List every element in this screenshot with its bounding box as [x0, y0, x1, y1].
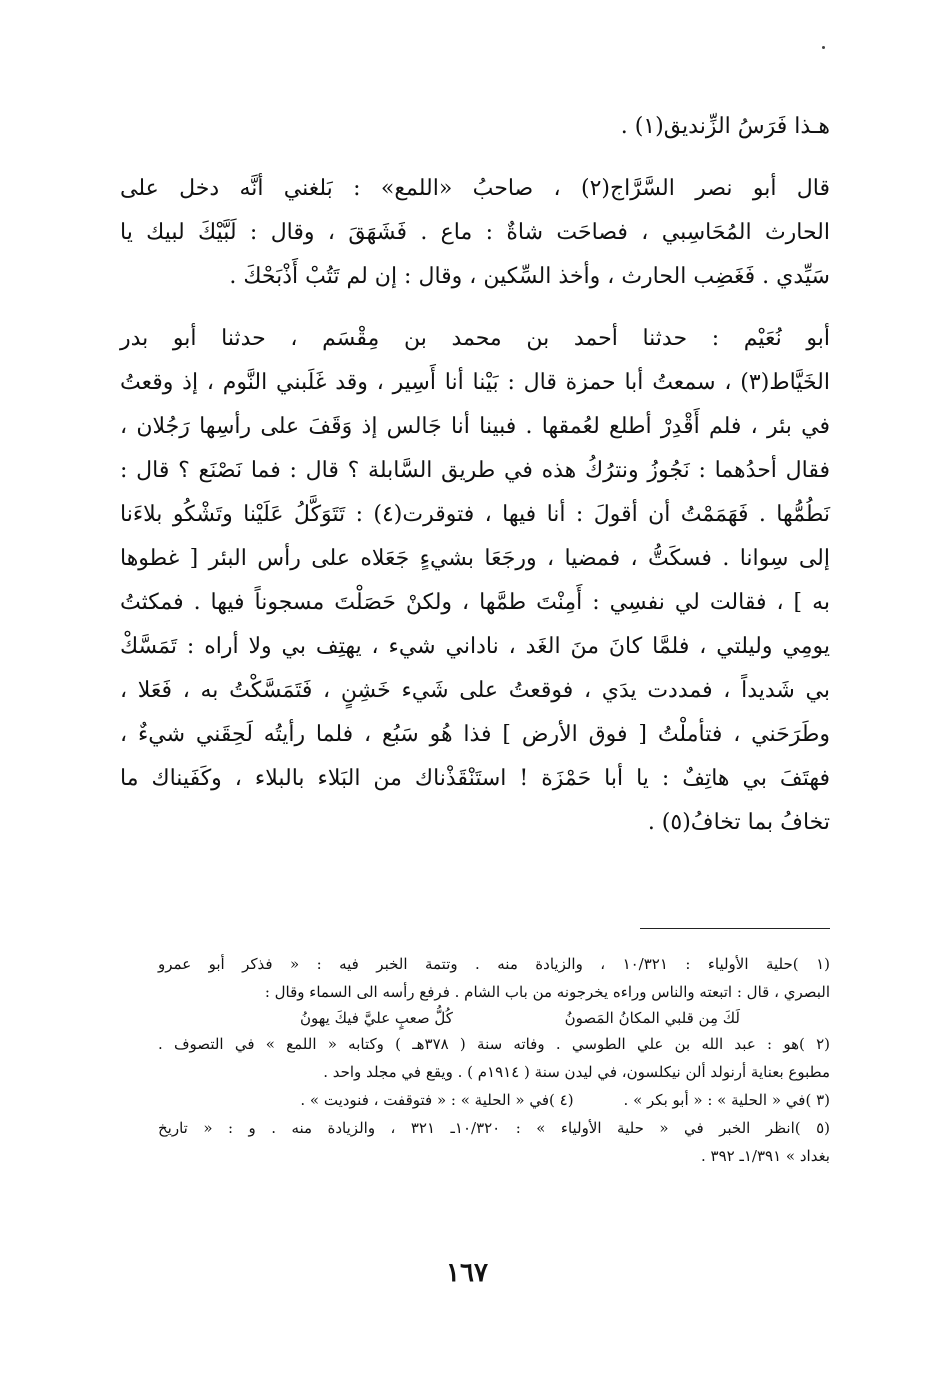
paragraph-2 [120, 167, 830, 299]
text-line: أبو نُعَيْم : حدثنا أحمد بن محمد بن مِقْسَم ، حدثنا أبو بدر [120, 326, 830, 351]
footnote-line: (٥ )انظر الخبر في « حلية الأولياء » : ١٠/٣٢٠ـ ٣٢١ ، والزيادة منه . و : « تاريخ [158, 1119, 830, 1137]
footnotes [158, 950, 830, 1170]
main-text [120, 105, 830, 845]
footnote-4: (٤ )في « الحلية » : « فتوقفت ، فنوديت » . [300, 1091, 574, 1109]
text-line: به ] ، فقالت لي نفسِي : أَمِنْتَ طمَّها ، ولكنْ حَصَلْتَ مسجوناً فيها . فمكثتُ [120, 590, 830, 615]
text-line: نَطُمُّها . فَهَمَمْتُ أن أقولَ : أنا فيها ، فتوقرت(٤) : تَتَوَكَّلُ عَلَيْنا وتَشْكُو بلاءَنا [120, 502, 831, 527]
text-line: وطَرَحَني ، فتأملْتُ [ فوق الأرض ] فذا هُو سَبُع ، فلما رأيتُه لَحِقَني شيءٌ ، [120, 722, 830, 747]
footnote-line: (١ )حلية الأولياء : ١٠/٣٢١ ، والزيادة منه . وتتمة الخبر فيه : « فذكر أبو عمرو [158, 955, 830, 973]
text-line: يومِي وليلتي ، فلمَّا كانَ منَ الغَد ، ناداني شيء ، يهتِف بي ولا أراه : تَمَسَّكْ [120, 634, 830, 659]
text-line: تخافُ بما تخافُ(٥) . [647, 810, 830, 835]
text-line: إلى سِوانا . فسكَتُّ ، فمضيا ، ورجَعَا بشيءٍ جَعَلاه على رأس البئر [ غطوها [120, 546, 830, 571]
text-line: في بئر ، فلم أَقْدِرْ أطلع لعُمقها . فبينا أنا جَالس إذ وَقَفَ على رأسِها رَجُلان ، [120, 414, 830, 439]
text-line: قال أبو نصر السَّرَّاج(٢) ، صاحبُ «اللمع» : بَلغني أنَّه دخل على [120, 176, 830, 201]
footnote-2 [158, 1030, 830, 1086]
page-number: ١٦٧ [446, 1258, 488, 1288]
footnote-5 [158, 1114, 830, 1170]
verse-hemistich-2: كُلُّ صعبٍ عليَّ فيكَ يهونُ [300, 1009, 453, 1027]
footnote-3: (٣ )في « الحلية » : « أبو بكر » . [623, 1091, 830, 1109]
text-line: الخَيَّاط(٣) ، سمعتُ أبا حمزة قال : بَيْنا أنا أَسِير ، وقد غَلَبني النَّوم ، إذ وقعتُ [120, 370, 830, 395]
text-line: سَيِّدي . فَغَضِب الحارث ، وأخذ السِّكين ، وقال : إن لم تَتُبْ أَذْبَحْكَ . [229, 264, 830, 289]
text-line: فقال أحدُهما : نَجُوزُ ونترُكُ هذه في طريق السَّابلة ؟ قال : فما نَصْنَع ؟ قال : [120, 458, 830, 483]
verse-hemistich-1: لَكَ مِن قلبي المكانُ المَصونُ [564, 1009, 740, 1027]
page-speck [822, 46, 825, 49]
footnote-line: (٢ )هو : عبد الله بن علي الطوسي . وفاته سنة ( ٣٧٨هـ ) وكتابه « اللمع » في التصوف . [158, 1035, 830, 1053]
footnote-1 [158, 950, 830, 1006]
text-line: بي شَديداً ، فمددت يدَي ، فوقعتُ على شَيء خَشِنٍ ، فَتَمَسَّكْتُ به ، فَعَلا ، [120, 678, 830, 703]
paragraph-3 [120, 317, 830, 845]
footnote-line: بغداد » ١/٣٩١ـ ٣٩٢ . [700, 1147, 830, 1165]
paragraph-1 [120, 105, 830, 149]
text-line: الحارث المُحَاسِبي ، فصاحَت شاةٌ : ماع . فَشَهَقَ ، وقال : لَبَّيْكَ لبيك يا [120, 220, 830, 245]
footnotes-3-4 [158, 1086, 830, 1114]
footnote-line: مطبوع بعناية أرنولد ألن نيكلسون، في ليدن سنة ( ١٩١٤م ) . ويقع في مجلد واحد . [323, 1063, 830, 1081]
footnote-verse [300, 1006, 740, 1030]
text-line: هـذا فَرَسُ الزِّنديق(١) . [620, 114, 830, 139]
footnote-divider [640, 928, 830, 929]
text-line: فهتَفَ بي هاتِفٌ : يا أبا حَمْزَة ! استَنْقَذْناك من البَلاء بالبلاء ، وكَفَيناك ما [120, 766, 830, 791]
footnote-line: البصري ، قال : اتبعته والناس وراءه يخرجونه من باب الشام . فرفع رأسه الى السماء وقال : [264, 983, 830, 1001]
